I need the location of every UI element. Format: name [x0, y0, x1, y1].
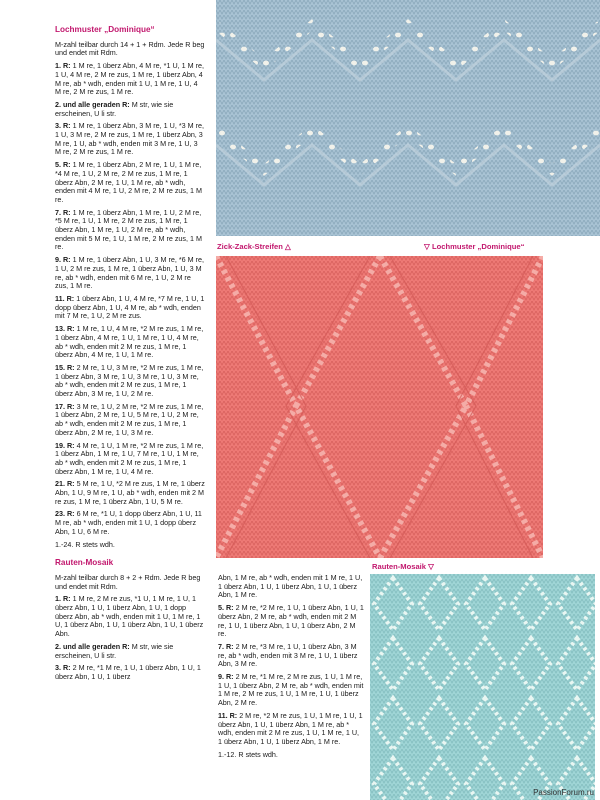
row-number: 5. R: — [218, 603, 234, 613]
instruction-row — [55, 295, 205, 321]
instruction-row — [55, 325, 205, 360]
row-text: 1 M re, 1 überz Abn, 1 U, 3 M re, *6 M re, 1 U, 2 M re zus, 1 M re, 1 überz Abn, 1 U, 3 M re, ab * wdh, enden mit 6 M re, 1 U, 2 M re zus, 1 M re. — [55, 255, 205, 291]
row-number: 11. R: — [218, 710, 238, 720]
triangle-up-icon: △ — [284, 242, 291, 251]
intro-text-2: M-zahl teilbar durch 8 + 2 + Rdm. Jede R beg und endet mit Rdm. — [55, 572, 201, 591]
instruction-row — [218, 673, 364, 708]
repeat-note-2: 1.-12. R stets wdh. — [218, 749, 278, 759]
photo-zickzack-swatch — [216, 0, 600, 236]
row-text: 5 M re, 1 U, *2 M re zus, 1 M re, 1 überz Abn, 1 U, 9 M re, 1 U, ab * wdh, enden mit 2 M re zus, 1 M re, 1 überz Abn, 1 U, 5 M re. — [55, 479, 205, 506]
row-text: 2 M re, 1 U, 3 M re, *2 M re zus, 1 M re, 1 überz Abn, 3 M re, 1 U, 3 M re, 1 U, 3 M re, ab * wdh, enden mit 2 M re zus, 1 M re, 1 überz Abn, 3 M re, 1 U, 2 M re. — [55, 362, 204, 399]
row-text: 2 M re, *1 M re, 1 U, 1 überz Abn, 1 U, 1 überz Abn, 1 U, 1 überz — [55, 663, 201, 681]
caption-zickzack — [217, 242, 291, 251]
photo-dominique-swatch — [216, 256, 543, 558]
row-number: 15. R: — [55, 362, 75, 372]
instruction-row — [218, 712, 364, 747]
section-title-rauten: Rauten-Mosaik — [55, 558, 114, 568]
row-text: 3 M re, 1 U, 2 M re, *2 M re zus, 1 M re, 1 überz Abn, 2 M re, 1 U, 5 M re, 1 U, 2 M re, ab * wdh, enden mit 2 M re zus, 1 M re, 1 überz Abn, 2 M re, 1 U, 3 M re. — [55, 401, 204, 437]
row-number: 3. R: — [55, 121, 71, 131]
row-list — [55, 62, 205, 536]
instruction-row — [55, 664, 205, 681]
instruction-row — [55, 643, 205, 660]
pattern-instructions-column — [55, 26, 205, 686]
row-text: 1 M re, 1 überz Abn, 4 M re, *1 U, 1 M re, 1 U, 4 M re, 2 M re zus, 1 M re, 1 überz Abn, 4 M re, ab * wdh, enden mit 1 U, 1 M re, 1 U, 4 M re, 2 M re zus, 1 M re. — [55, 61, 205, 97]
row-text: 6 M re, *1 U, 1 dopp überz Abn, 1 U, 11 M re, ab * wdh, enden mit 1 U, 1 dopp überz Abn, 1 U, 6 M re. — [55, 509, 202, 536]
instruction-row — [55, 442, 205, 477]
row-text: 2 M re, *1 M re, 2 M re zus, 1 U, 1 M re, 1 U, 1 überz Abn, 2 M re, ab * wdh, enden mit 1 M re, 2 M re zus, 1 U, 1 M re, 1 U, 1 überz Abn, 2 M re. — [218, 672, 364, 708]
row-number: 5. R: — [55, 160, 71, 170]
row-text: 1 M re, 2 M re zus, *1 U, 1 M re, 1 U, 1 überz Abn, 1 U, 1 überz Abn, 1 U, 1 dopp überz Abn, ab * wdh, enden mit 1 U, 1 M re, 1 U, 1 überz Abn, 1 U, 1 überz Abn, 1 U, 1 überz Abn. — [55, 594, 204, 639]
row-number: 2. und alle geraden R: — [55, 641, 130, 651]
instruction-row — [55, 403, 205, 438]
row-number: 7. R: — [55, 207, 71, 217]
row-text: 2 M re, *2 M re zus, 1 U, 1 M re, 1 U, 1 überz Abn, 1 U, 1 überz Abn, 1 M re, ab * wdh, enden mit 2 M re zus, 1 U, 1 M re, 1 U, 1 überz Abn, 1 U, 1 überz Abn, 1 M re. — [218, 710, 363, 746]
row-number: 17. R: — [55, 401, 75, 411]
instruction-row — [55, 510, 205, 536]
row-number: 1. R: — [55, 594, 71, 604]
row-number: 21. R: — [55, 479, 75, 489]
row-text: 4 M re, 1 U, 1 M re, *2 M re zus, 1 M re, 1 überz Abn, 1 M re, 1 U, 7 M re, 1 U, 1 M re, ab * wdh, enden mit 2 M re zus, 1 M re, 1 überz Abn, 1 M re, 1 U, 4 M re. — [55, 440, 204, 476]
row-number: 19. R: — [55, 440, 75, 450]
instruction-row — [55, 256, 205, 291]
row-text: M str, wie sie erscheinen, U li str. — [55, 99, 174, 118]
row-number: 1. R: — [55, 61, 71, 71]
instruction-row — [55, 161, 205, 205]
photo-rauten-swatch — [370, 574, 595, 800]
row-number: 2. und alle geraden R: — [55, 99, 130, 109]
triangle-down-icon: ▽ — [428, 562, 434, 571]
caption-rauten-label: Rauten-Mosaik — [372, 562, 427, 571]
instruction-row — [55, 480, 205, 506]
section-title-dominique: Lochmuster „Dominique“ — [55, 25, 155, 34]
row-number: 3. R: — [55, 663, 71, 673]
triangle-down-icon: ▽ — [424, 242, 430, 251]
row-list-3 — [218, 604, 364, 747]
caption-dominique — [424, 242, 524, 251]
row-text: 2 M re, *3 M re, 1 U, 1 überz Abn, 3 M re, ab * wdh, enden mit 3 M re, 1 U, 1 überz Abn, 3 M re. — [218, 641, 358, 669]
caption-rauten — [372, 562, 434, 571]
row-list-2 — [55, 595, 205, 681]
row-number: 11. R: — [55, 293, 75, 303]
instruction-row — [218, 604, 364, 639]
row-text: M str, wie sie erscheinen, U li str. — [55, 641, 174, 660]
instruction-row — [55, 209, 205, 253]
instruction-row — [55, 101, 205, 118]
row-number: 9. R: — [218, 672, 234, 682]
instruction-row — [55, 595, 205, 639]
watermark: PassionForum.ru — [533, 788, 594, 797]
instruction-row — [55, 122, 205, 157]
row-text: 1 überz Abn, 1 U, 4 M re, *7 M re, 1 U, 1 dopp überz Abn, 1 U, 4 M re, ab * wdh, enden mit 7 M re, 1 U, 2 M re zus. — [55, 293, 205, 321]
row-text: 1 M re, 1 U, 4 M re, *2 M re zus, 1 M re, 1 überz Abn, 4 M re, 1 U, 1 M re, 1 U, 4 M re, ab * wdh, enden mit 2 M re zus, 1 M re, 1 überz Abn, 4 M re, 1 U, 1 M re. — [55, 324, 204, 360]
row-number: 7. R: — [218, 641, 234, 651]
continued-text: Abn, 1 M re, ab * wdh, enden mit 1 M re, 1 U, 1 überz Abn, 1 U, 1 überz Abn, 1 U, 1 überz Abn, 1 M re. — [218, 573, 363, 600]
intro-text: M-zahl teilbar durch 14 + 1 + Rdm. Jede R beg und endet mit Rdm. — [55, 39, 205, 58]
caption-dominique-label: Lochmuster „Dominique“ — [431, 242, 525, 251]
row-number: 9. R: — [55, 255, 71, 265]
pattern-instructions-column-2 — [218, 574, 364, 763]
row-number: 13. R: — [55, 324, 75, 334]
instruction-row — [218, 643, 364, 669]
row-text: 1 M re, 1 überz Abn, 2 M re, 1 U, 1 M re, *4 M re, 1 U, 2 M re, 2 M re zus, 1 M re, 1 überz Abn, 2 M re, 1 U, 1 M re, ab * wdh, enden mit 4 M re, 1 U, 2 M re, 2 M re zus, 1 M re. — [55, 160, 202, 204]
row-number: 23. R: — [55, 509, 75, 519]
instruction-row — [55, 364, 205, 399]
row-text: 2 M re, *2 M re, 1 U, 1 überz Abn, 1 U, 1 überz Abn, 2 M re, ab * wdh, enden mit 2 M re, 1 U, 1 überz Abn, 1 U, 1 überz Abn, 2 M re. — [218, 603, 364, 639]
row-text: 1 M re, 1 überz Abn, 1 M re, 1 U, 2 M re, *5 M re, 1 U, 1 M re, 2 M re zus, 1 M re, 1 überz Abn, 1 M re, 1 U, 2 M re, ab * wdh, enden mit 5 M re, 1 U, 1 M re, 2 M re zus, 1 M re. — [55, 207, 202, 252]
caption-zickzack-label: Zick-Zack-Streifen — [217, 242, 283, 251]
instruction-row — [55, 62, 205, 97]
repeat-note: 1.-24. R stets wdh. — [55, 539, 115, 549]
row-text: 1 M re, 1 überz Abn, 3 M re, 1 U, *3 M re, 1 U, 3 M re, 2 M re zus, 1 M re, 1 überz Abn, 3 M re, 1 U, ab * wdh, enden mit 3 M re, 1 U, 3 M re, 2 M re zus, 1 M re. — [55, 121, 205, 157]
